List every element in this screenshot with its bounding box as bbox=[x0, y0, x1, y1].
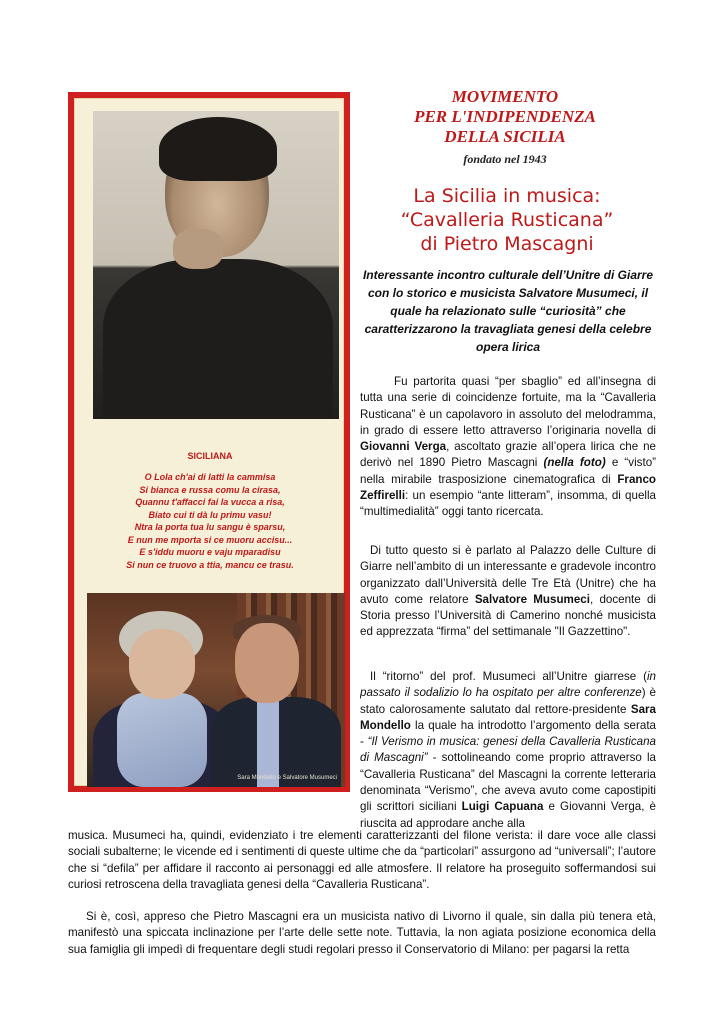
name-mondello: Sara Mondello bbox=[360, 702, 656, 732]
text: Il “ritorno” del prof. Musumeci all’Unitre giarrese ( bbox=[370, 670, 647, 683]
poem-line: Quannu t'affacci fai la vucca a risa, bbox=[135, 497, 285, 507]
man-face bbox=[235, 623, 299, 703]
portrait-hand bbox=[173, 229, 223, 269]
movement-line: PER L'INDIPENDENZA bbox=[414, 107, 596, 126]
movement-name bbox=[390, 87, 620, 147]
text: Fu partorita quasi “per sbaglio” ed all’insegna di tutta una serie di coincidenze fortuite, ma la “Cavalleria Rusticana” è un capolavoro in assoluto del melodramma, in grado di essere letto attraverso l’originaria novella di bbox=[360, 375, 656, 437]
poem-line: Biato cui ti dà lu primu vasu! bbox=[148, 509, 272, 520]
scarf bbox=[117, 693, 207, 787]
text: la quale ha introdotto l’argomento della serata - bbox=[360, 718, 656, 749]
text: ) è stato calorosamente salutato dal rettore-presidente bbox=[360, 686, 656, 716]
text: musica. Musumeci ha, quindi, evidenziato i tre elementi caratterizzanti del filone verista: il dare voce alle classi sociali subalterne; le vicende ed i sentimenti di queste ultime che da “particolari” assurgono ad “universali”; l’autore che si “defila” per affidare il racconto ai personaggi ed alle atmosfere. Il relatore ha proseguito soffermandosi sui curiosi retroscena della travagliata genesi della “Cavalleria Rusticana”. bbox=[68, 829, 656, 891]
mascagni-portrait bbox=[93, 111, 339, 419]
portrait-hair bbox=[159, 117, 277, 181]
title-line: di Pietro Mascagni bbox=[420, 233, 594, 255]
text: , docente di Storia presso l’Università di Camerino nonché musicista ed apprezzata “firma” del settimanale "Il Gazzettino". bbox=[360, 592, 656, 639]
name-zeffirelli: Franco Zeffirelli bbox=[360, 472, 656, 503]
lecture-title: “Il Verismo in musica: genesi della Cavalleria Rusticana di Mascagni” bbox=[360, 735, 656, 765]
movement-line: MOVIMENTO bbox=[451, 87, 559, 106]
paragraph-2 bbox=[360, 543, 656, 641]
photo-caption: Sara Mondello e Salvatore Musumeci bbox=[237, 775, 337, 781]
poem-line: E nun me mporta si ce muoru accisu... bbox=[127, 534, 293, 545]
poem bbox=[75, 471, 345, 571]
poem-line: Ntra la porta tua lu sangu è sparsu, bbox=[134, 522, 286, 532]
name-musumeci: Salvatore Musumeci bbox=[474, 592, 590, 606]
sidebar-panel bbox=[74, 98, 344, 786]
portrait-body bbox=[103, 259, 333, 419]
text: - sottolineando come proprio attraverso la “Cavalleria Rusticana” del Mascagni la corrente letteraria denominata “Verismo”, che aveva avuto come capostipiti gli scrittori siciliani bbox=[360, 751, 656, 814]
poem-line: O Lola ch'ai di latti la cammisa bbox=[144, 472, 276, 482]
founded-date: fondato nel 1943 bbox=[463, 152, 547, 166]
poem-line: Si nun ce truovo a ttia, mancu ce trasu. bbox=[126, 559, 294, 570]
poem-line: E s'iddu muoru e vaju mparadisu bbox=[139, 547, 281, 557]
text: Si è, così, appreso che Pietro Mascagni era un musicista nativo di Livorno il quale, sin dalla più tenera età, manifestò una spiccata inclinazione per l’arte delle sette note. Tuttavia, la non agiata posizione economica della sua famiglia gli impedì di frequentare degli studi regolari presso il Conservatorio di Milano: per pagarsi la retta bbox=[68, 910, 656, 956]
mondello-musumeci-photo bbox=[87, 593, 345, 787]
article-subtitle: Interessante incontro culturale dell’Unitre di Giarre con lo storico e musicista Salvatore Musumeci, il quale ha relazionato sulle “curiosità” che caratterizzarono la travagliata genesi della celebre opera lirica bbox=[362, 268, 654, 354]
text: : un esempio “ante litteram”, insomma, di quella “multimedialità” oggi tanto ricercata. bbox=[360, 489, 656, 519]
text: e Giovanni Verga, è riuscita ad approdare anche alla bbox=[360, 800, 656, 830]
title-line: “Cavalleria Rusticana” bbox=[400, 209, 614, 231]
text-italic: in passato il sodalizio lo ha ospitato per altre conferenze bbox=[360, 670, 656, 700]
title-line: La Sicilia in musica: bbox=[413, 185, 601, 207]
paragraph-1 bbox=[360, 374, 656, 521]
name-capuana: Luigi Capuana bbox=[461, 800, 544, 814]
photo-reference: (nella foto) bbox=[543, 456, 606, 470]
paragraph-4 bbox=[68, 909, 656, 958]
poem-title: SICILIANA bbox=[187, 451, 233, 461]
article-title bbox=[368, 184, 646, 256]
text: e “visto” nella mirabile trasposizione cinematografica di bbox=[360, 456, 656, 486]
sidebar-frame bbox=[68, 92, 350, 792]
name-verga: Giovanni Verga bbox=[360, 440, 447, 454]
woman-face bbox=[129, 629, 195, 699]
paragraph-3 bbox=[360, 669, 656, 832]
text: Di tutto questo si è parlato al Palazzo delle Culture di Giarre nell’ambito di un interessante e gradevole incontro organizzato dall’Università delle Tre Età (Unitre) che ha avuto come relatore bbox=[360, 544, 656, 606]
text: , ascoltato grazie all’opera lirica che ne derivò nel 1890 Pietro Mascagni bbox=[360, 440, 656, 470]
movement-line: DELLA SICILIA bbox=[444, 127, 566, 146]
paragraph-3-continued bbox=[68, 828, 656, 893]
poem-line: Si bianca e russa comu la cirasa, bbox=[139, 484, 281, 495]
